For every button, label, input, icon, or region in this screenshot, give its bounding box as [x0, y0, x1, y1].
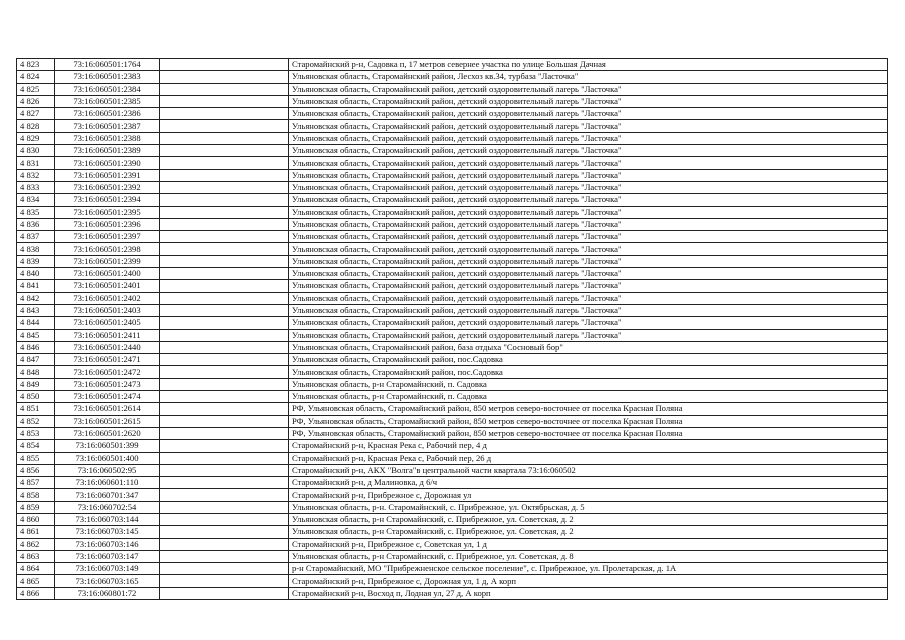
row-number-cell: 4 863 — [17, 550, 55, 562]
table-row — [17, 526, 888, 538]
row-number-cell: 4 848 — [17, 366, 55, 378]
row-number-cell: 4 858 — [17, 489, 55, 501]
cadastral-number-cell: 73:16:060501:2387 — [55, 120, 160, 132]
empty-cell — [160, 489, 289, 501]
table-row — [17, 83, 888, 95]
row-number-cell: 4 861 — [17, 526, 55, 538]
address-cell: Старомайнский р-н, д Малиновка, д 6/ч — [289, 477, 888, 489]
table-row — [17, 550, 888, 562]
row-number-cell: 4 823 — [17, 59, 55, 71]
table-row — [17, 366, 888, 378]
row-number-cell: 4 866 — [17, 587, 55, 599]
cadastral-number-cell: 73:16:060501:2398 — [55, 243, 160, 255]
empty-cell — [160, 415, 289, 427]
cadastral-registry-table — [16, 58, 888, 600]
empty-cell — [160, 59, 289, 71]
cadastral-number-cell: 73:16:060501:2403 — [55, 304, 160, 316]
address-cell: РФ, Ульяновская область, Старомайнский район, 850 метров северо-восточнее от поселка Красная Поляна — [289, 403, 888, 415]
empty-cell — [160, 206, 289, 218]
table-row — [17, 194, 888, 206]
table-row — [17, 329, 888, 341]
cadastral-number-cell: 73:16:060801:72 — [55, 587, 160, 599]
address-cell: Ульяновская область, Старомайнский район, детский оздоровительный лагерь "Ласточка" — [289, 145, 888, 157]
row-number-cell: 4 844 — [17, 317, 55, 329]
address-cell: Ульяновская область, Старомайнский район, детский оздоровительный лагерь "Ласточка" — [289, 181, 888, 193]
row-number-cell: 4 846 — [17, 341, 55, 353]
empty-cell — [160, 231, 289, 243]
cadastral-number-cell: 73:16:060501:2399 — [55, 255, 160, 267]
row-number-cell: 4 850 — [17, 391, 55, 403]
row-number-cell: 4 843 — [17, 304, 55, 316]
cadastral-number-cell: 73:16:060703:146 — [55, 538, 160, 550]
row-number-cell: 4 838 — [17, 243, 55, 255]
address-cell: Ульяновская область, Старомайнский район, детский оздоровительный лагерь "Ласточка" — [289, 268, 888, 280]
address-cell: р-н Старомайнский, МО "Прибрежненское сельское поселение", с. Прибрежное, ул. Пролетарская, д. 1А — [289, 563, 888, 575]
cadastral-number-cell: 73:16:060501:2392 — [55, 181, 160, 193]
cadastral-number-cell: 73:16:060601:110 — [55, 477, 160, 489]
table-row — [17, 132, 888, 144]
address-cell: Ульяновская область, р-н Старомайнский, с. Прибрежное, ул. Советская, д. 2 — [289, 526, 888, 538]
empty-cell — [160, 255, 289, 267]
empty-cell — [160, 169, 289, 181]
row-number-cell: 4 840 — [17, 268, 55, 280]
address-cell: Ульяновская область, Старомайнский район, детский оздоровительный лагерь "Ласточка" — [289, 280, 888, 292]
table-row — [17, 71, 888, 83]
row-number-cell: 4 841 — [17, 280, 55, 292]
address-cell: Ульяновская область, Старомайнский район, детский оздоровительный лагерь "Ласточка" — [289, 329, 888, 341]
table-row — [17, 440, 888, 452]
cadastral-number-cell: 73:16:060501:2411 — [55, 329, 160, 341]
cadastral-number-cell: 73:16:060703:144 — [55, 513, 160, 525]
row-number-cell: 4 859 — [17, 501, 55, 513]
empty-cell — [160, 157, 289, 169]
row-number-cell: 4 839 — [17, 255, 55, 267]
table-row — [17, 427, 888, 439]
empty-cell — [160, 427, 289, 439]
address-cell: Ульяновская область, Старомайнский район, детский оздоровительный лагерь "Ласточка" — [289, 83, 888, 95]
empty-cell — [160, 366, 289, 378]
empty-cell — [160, 464, 289, 476]
cadastral-number-cell: 73:16:060501:2473 — [55, 378, 160, 390]
row-number-cell: 4 857 — [17, 477, 55, 489]
table-row — [17, 317, 888, 329]
address-cell: Ульяновская область, Старомайнский район, детский оздоровительный лагерь "Ласточка" — [289, 157, 888, 169]
row-number-cell: 4 829 — [17, 132, 55, 144]
empty-cell — [160, 292, 289, 304]
table-row — [17, 169, 888, 181]
row-number-cell: 4 842 — [17, 292, 55, 304]
address-cell: Ульяновская область, Старомайнский район, пос.Садовка — [289, 354, 888, 366]
cadastral-number-cell: 73:16:060501:2400 — [55, 268, 160, 280]
table-row — [17, 464, 888, 476]
table-row — [17, 120, 888, 132]
address-cell: Ульяновская область, Старомайнский район, детский оздоровительный лагерь "Ласточка" — [289, 304, 888, 316]
empty-cell — [160, 145, 289, 157]
address-cell: Ульяновская область, Старомайнский район, детский оздоровительный лагерь "Ласточка" — [289, 206, 888, 218]
table-row — [17, 391, 888, 403]
empty-cell — [160, 71, 289, 83]
empty-cell — [160, 268, 289, 280]
empty-cell — [160, 354, 289, 366]
table-row — [17, 218, 888, 230]
cadastral-number-cell: 73:16:060501:2474 — [55, 391, 160, 403]
row-number-cell: 4 852 — [17, 415, 55, 427]
row-number-cell: 4 853 — [17, 427, 55, 439]
cadastral-number-cell: 73:16:060502:95 — [55, 464, 160, 476]
cadastral-number-cell: 73:16:060703:165 — [55, 575, 160, 587]
table-row — [17, 255, 888, 267]
row-number-cell: 4 851 — [17, 403, 55, 415]
empty-cell — [160, 575, 289, 587]
empty-cell — [160, 587, 289, 599]
empty-cell — [160, 218, 289, 230]
cadastral-number-cell: 73:16:060501:2383 — [55, 71, 160, 83]
address-cell: Ульяновская область, Старомайнский район, детский оздоровительный лагерь "Ласточка" — [289, 255, 888, 267]
table-row — [17, 268, 888, 280]
address-cell: Старомайнский р-н, Прибрежное с, Дорожная ул, 1 д, А корп — [289, 575, 888, 587]
address-cell: Ульяновская область, Старомайнский район, детский оздоровительный лагерь "Ласточка" — [289, 132, 888, 144]
cadastral-number-cell: 73:16:060501:400 — [55, 452, 160, 464]
empty-cell — [160, 391, 289, 403]
table-row — [17, 354, 888, 366]
address-cell: Ульяновская область, Старомайнский район, детский оздоровительный лагерь "Ласточка" — [289, 108, 888, 120]
table-row — [17, 108, 888, 120]
empty-cell — [160, 513, 289, 525]
cadastral-number-cell: 73:16:060501:2386 — [55, 108, 160, 120]
row-number-cell: 4 830 — [17, 145, 55, 157]
address-cell: Ульяновская область, Старомайнский район, детский оздоровительный лагерь "Ласточка" — [289, 218, 888, 230]
empty-cell — [160, 341, 289, 353]
cadastral-number-cell: 73:16:060501:2472 — [55, 366, 160, 378]
address-cell: Ульяновская область, р-н Старомайнский, п. Садовка — [289, 378, 888, 390]
row-number-cell: 4 825 — [17, 83, 55, 95]
cadastral-number-cell: 73:16:060501:2388 — [55, 132, 160, 144]
address-cell: Ульяновская область, Старомайнский район, детский оздоровительный лагерь "Ласточка" — [289, 169, 888, 181]
address-cell: Ульяновская область, Старомайнский район, детский оздоровительный лагерь "Ласточка" — [289, 243, 888, 255]
empty-cell — [160, 440, 289, 452]
empty-cell — [160, 280, 289, 292]
row-number-cell: 4 832 — [17, 169, 55, 181]
empty-cell — [160, 329, 289, 341]
cadastral-number-cell: 73:16:060501:2440 — [55, 341, 160, 353]
address-cell: Старомайнский р-н, Прибрежное с, Дорожная ул — [289, 489, 888, 501]
table-row — [17, 280, 888, 292]
table-row — [17, 587, 888, 599]
address-cell: Ульяновская область, Старомайнский район, детский оздоровительный лагерь "Ласточка" — [289, 194, 888, 206]
empty-cell — [160, 538, 289, 550]
address-cell: Ульяновская область, Старомайнский район, Лесхоз кв.34, турбаза "Ласточка" — [289, 71, 888, 83]
row-number-cell: 4 837 — [17, 231, 55, 243]
cadastral-number-cell: 73:16:060701:347 — [55, 489, 160, 501]
row-number-cell: 4 854 — [17, 440, 55, 452]
table-row — [17, 181, 888, 193]
address-cell: Старомайнский р-н, Восход п, Лодная ул, 27 д, А корп — [289, 587, 888, 599]
table-row — [17, 243, 888, 255]
cadastral-number-cell: 73:16:060703:147 — [55, 550, 160, 562]
cadastral-number-cell: 73:16:060501:2384 — [55, 83, 160, 95]
cadastral-number-cell: 73:16:060501:2615 — [55, 415, 160, 427]
empty-cell — [160, 95, 289, 107]
row-number-cell: 4 855 — [17, 452, 55, 464]
empty-cell — [160, 243, 289, 255]
row-number-cell: 4 828 — [17, 120, 55, 132]
row-number-cell: 4 847 — [17, 354, 55, 366]
table-row — [17, 415, 888, 427]
row-number-cell: 4 849 — [17, 378, 55, 390]
table-row — [17, 304, 888, 316]
address-cell: Старомайнский р-н, Красная Река с, Рабочий пер, 4 д — [289, 440, 888, 452]
empty-cell — [160, 403, 289, 415]
row-number-cell: 4 856 — [17, 464, 55, 476]
address-cell: Ульяновская область, Старомайнский район, пос.Садовка — [289, 366, 888, 378]
table-row — [17, 403, 888, 415]
row-number-cell: 4 835 — [17, 206, 55, 218]
row-number-cell: 4 824 — [17, 71, 55, 83]
row-number-cell: 4 864 — [17, 563, 55, 575]
table-row — [17, 501, 888, 513]
table-row — [17, 563, 888, 575]
empty-cell — [160, 317, 289, 329]
table-row — [17, 575, 888, 587]
cadastral-number-cell: 73:16:060501:2385 — [55, 95, 160, 107]
table-row — [17, 452, 888, 464]
table-row — [17, 538, 888, 550]
address-cell: Ульяновская область, р-н. Старомайнский, с. Прибрежное, ул. Октябрьская, д. 5 — [289, 501, 888, 513]
row-number-cell: 4 833 — [17, 181, 55, 193]
address-cell: Ульяновская область, Старомайнский район, детский оздоровительный лагерь "Ласточка" — [289, 231, 888, 243]
address-cell: Старомайнский р-н, Прибрежное с, Советская ул, 1 д — [289, 538, 888, 550]
empty-cell — [160, 120, 289, 132]
address-cell: Ульяновская область, Старомайнский район, база отдыха "Сосновый бор" — [289, 341, 888, 353]
cadastral-number-cell: 73:16:060501:1764 — [55, 59, 160, 71]
address-cell: Ульяновская область, р-н Старомайнский, с. Прибрежное, ул. Советская, д. 8 — [289, 550, 888, 562]
empty-cell — [160, 132, 289, 144]
table-row — [17, 477, 888, 489]
row-number-cell: 4 862 — [17, 538, 55, 550]
cadastral-number-cell: 73:16:060501:2389 — [55, 145, 160, 157]
cadastral-number-cell: 73:16:060703:149 — [55, 563, 160, 575]
empty-cell — [160, 194, 289, 206]
cadastral-number-cell: 73:16:060501:2405 — [55, 317, 160, 329]
row-number-cell: 4 834 — [17, 194, 55, 206]
cadastral-number-cell: 73:16:060702:54 — [55, 501, 160, 513]
table-row — [17, 95, 888, 107]
cadastral-number-cell: 73:16:060501:2620 — [55, 427, 160, 439]
cadastral-number-cell: 73:16:060501:2401 — [55, 280, 160, 292]
empty-cell — [160, 452, 289, 464]
table-row — [17, 231, 888, 243]
registry-table-body — [17, 59, 888, 600]
cadastral-number-cell: 73:16:060501:2471 — [55, 354, 160, 366]
cadastral-number-cell: 73:16:060501:399 — [55, 440, 160, 452]
table-row — [17, 378, 888, 390]
empty-cell — [160, 181, 289, 193]
row-number-cell: 4 865 — [17, 575, 55, 587]
table-row — [17, 157, 888, 169]
row-number-cell: 4 860 — [17, 513, 55, 525]
table-row — [17, 145, 888, 157]
empty-cell — [160, 550, 289, 562]
table-row — [17, 489, 888, 501]
table-row — [17, 292, 888, 304]
cadastral-number-cell: 73:16:060703:145 — [55, 526, 160, 538]
address-cell: Ульяновская область, Старомайнский район, детский оздоровительный лагерь "Ласточка" — [289, 292, 888, 304]
address-cell: РФ, Ульяновская область, Старомайнский район, 850 метров северо-восточнее от поселка Красная Поляна — [289, 427, 888, 439]
table-row — [17, 341, 888, 353]
address-cell: Старомайнский р-н, АКХ "Волга"в центральной части квартала 73:16:060502 — [289, 464, 888, 476]
address-cell: РФ, Ульяновская область, Старомайнский район, 850 метров северо-восточнее от поселка Красная Поляна — [289, 415, 888, 427]
empty-cell — [160, 501, 289, 513]
cadastral-number-cell: 73:16:060501:2390 — [55, 157, 160, 169]
row-number-cell: 4 831 — [17, 157, 55, 169]
empty-cell — [160, 526, 289, 538]
address-cell: Ульяновская область, Старомайнский район, детский оздоровительный лагерь "Ласточка" — [289, 317, 888, 329]
row-number-cell: 4 826 — [17, 95, 55, 107]
table-row — [17, 206, 888, 218]
address-cell: Ульяновская область, р-н Старомайнский, п. Садовка — [289, 391, 888, 403]
cadastral-number-cell: 73:16:060501:2614 — [55, 403, 160, 415]
table-row — [17, 59, 888, 71]
empty-cell — [160, 477, 289, 489]
address-cell: Старомайнский р-н, Садовка п, 17 метров севернее участка по улице Большая Дачная — [289, 59, 888, 71]
row-number-cell: 4 836 — [17, 218, 55, 230]
cadastral-number-cell: 73:16:060501:2394 — [55, 194, 160, 206]
address-cell: Ульяновская область, р-н Старомайнский, с. Прибрежное, ул. Советская, д. 2 — [289, 513, 888, 525]
cadastral-number-cell: 73:16:060501:2395 — [55, 206, 160, 218]
cadastral-number-cell: 73:16:060501:2396 — [55, 218, 160, 230]
empty-cell — [160, 378, 289, 390]
cadastral-number-cell: 73:16:060501:2397 — [55, 231, 160, 243]
empty-cell — [160, 304, 289, 316]
address-cell: Старомайнский р-н, Красная Река с, Рабочий пер, 26 д — [289, 452, 888, 464]
empty-cell — [160, 563, 289, 575]
empty-cell — [160, 83, 289, 95]
address-cell: Ульяновская область, Старомайнский район, детский оздоровительный лагерь "Ласточка" — [289, 120, 888, 132]
cadastral-number-cell: 73:16:060501:2402 — [55, 292, 160, 304]
row-number-cell: 4 845 — [17, 329, 55, 341]
row-number-cell: 4 827 — [17, 108, 55, 120]
address-cell: Ульяновская область, Старомайнский район, детский оздоровительный лагерь "Ласточка" — [289, 95, 888, 107]
table-row — [17, 513, 888, 525]
empty-cell — [160, 108, 289, 120]
cadastral-number-cell: 73:16:060501:2391 — [55, 169, 160, 181]
